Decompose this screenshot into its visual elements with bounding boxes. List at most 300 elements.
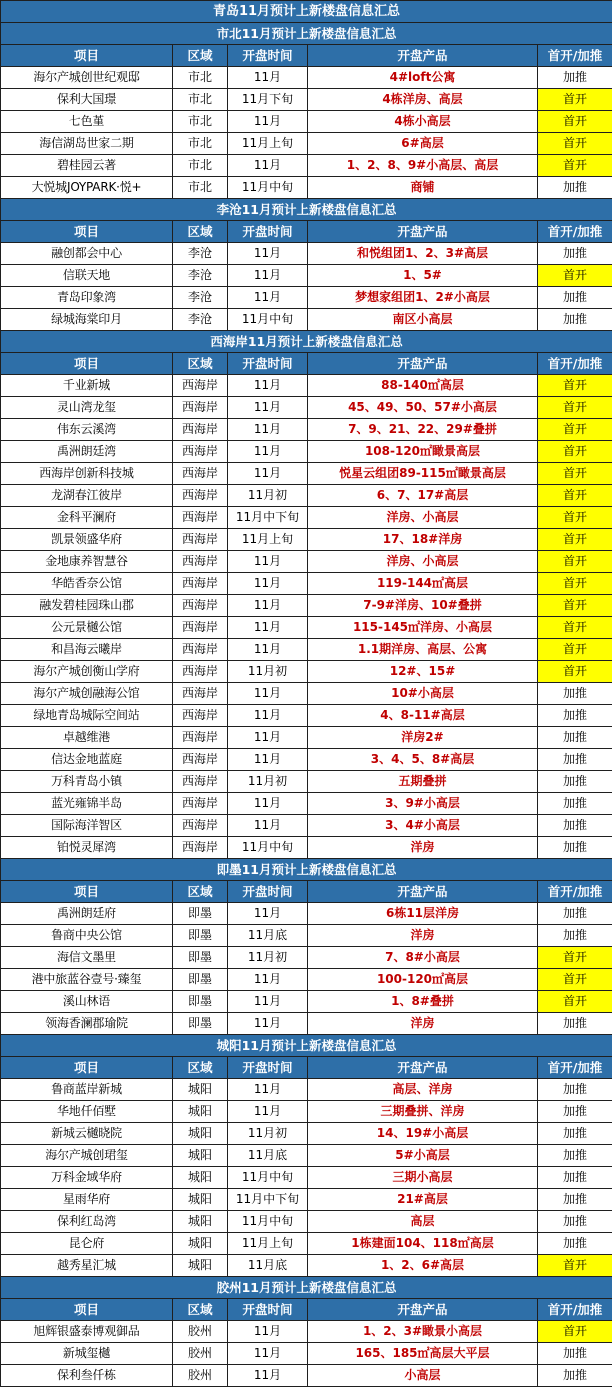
project-name-cell: 七色堇 [1, 111, 173, 133]
status-cell: 首开 [538, 661, 612, 683]
column-header-district: 区域 [173, 881, 228, 903]
status-cell: 加推 [538, 925, 612, 947]
table-row [1, 969, 612, 991]
table-row [1, 89, 612, 111]
page-title: 青岛11月预计上新楼盘信息汇总 [1, 1, 612, 23]
opening-time-cell: 11月 [228, 111, 308, 133]
district-cell: 西海岸 [173, 573, 228, 595]
status-cell: 首开 [538, 529, 612, 551]
table-row [1, 793, 612, 815]
opening-time-cell: 11月底 [228, 925, 308, 947]
product-cell: 1、5# [308, 265, 538, 287]
status-cell: 首开 [538, 947, 612, 969]
status-cell: 加推 [538, 683, 612, 705]
status-cell: 加推 [538, 1365, 612, 1387]
table-row [1, 661, 612, 683]
project-name-cell: 蓝光雍锦半岛 [1, 793, 173, 815]
opening-time-cell: 11月初 [228, 947, 308, 969]
product-cell: 7、8#小高层 [308, 947, 538, 969]
district-cell: 李沧 [173, 265, 228, 287]
opening-time-cell: 11月 [228, 67, 308, 89]
project-name-cell: 鲁商蓝岸新城 [1, 1079, 173, 1101]
project-name-cell: 昆仑府 [1, 1233, 173, 1255]
project-name-cell: 溪山林语 [1, 991, 173, 1013]
column-header-status: 首开/加推 [538, 1299, 612, 1321]
column-header-project: 项目 [1, 1299, 173, 1321]
district-cell: 胶州 [173, 1321, 228, 1343]
status-cell: 首开 [538, 969, 612, 991]
project-name-cell: 海信湖岛世家二期 [1, 133, 173, 155]
status-cell: 加推 [538, 771, 612, 793]
table-row [1, 243, 612, 265]
opening-time-cell: 11月 [228, 1343, 308, 1365]
district-cell: 西海岸 [173, 529, 228, 551]
project-name-cell: 保利叁仟栋 [1, 1365, 173, 1387]
product-cell: 3、9#小高层 [308, 793, 538, 815]
opening-time-cell: 11月 [228, 1321, 308, 1343]
district-cell: 李沧 [173, 243, 228, 265]
opening-time-cell: 11月 [228, 617, 308, 639]
project-name-cell: 碧桂园云著 [1, 155, 173, 177]
table-row [1, 1321, 612, 1343]
product-cell: 洋房2# [308, 727, 538, 749]
table-row [1, 463, 612, 485]
district-cell: 胶州 [173, 1343, 228, 1365]
district-cell: 城阳 [173, 1167, 228, 1189]
table-row [1, 177, 612, 199]
product-cell: 21#高层 [308, 1189, 538, 1211]
product-cell: 6、7、17#高层 [308, 485, 538, 507]
product-cell: 4#loft公寓 [308, 67, 538, 89]
district-cell: 市北 [173, 89, 228, 111]
district-cell: 西海岸 [173, 617, 228, 639]
opening-time-cell: 11月 [228, 441, 308, 463]
status-cell: 首开 [538, 419, 612, 441]
status-cell: 加推 [538, 243, 612, 265]
table-row [1, 155, 612, 177]
product-cell: 小高层 [308, 1365, 538, 1387]
column-header-product: 开盘产品 [308, 881, 538, 903]
section-title-row [1, 331, 612, 353]
section-title-row [1, 859, 612, 881]
district-cell: 城阳 [173, 1255, 228, 1277]
opening-time-cell: 11月 [228, 397, 308, 419]
project-name-cell: 新城玺樾 [1, 1343, 173, 1365]
project-name-cell: 凯景领盛华府 [1, 529, 173, 551]
opening-time-cell: 11月 [228, 419, 308, 441]
status-cell: 首开 [538, 1255, 612, 1277]
status-cell: 首开 [538, 375, 612, 397]
project-name-cell: 禹洲朗廷湾 [1, 441, 173, 463]
column-header-district: 区域 [173, 1299, 228, 1321]
product-cell: 洋房 [308, 1013, 538, 1035]
table-row [1, 111, 612, 133]
table-row [1, 749, 612, 771]
status-cell: 加推 [538, 67, 612, 89]
status-cell: 加推 [538, 1079, 612, 1101]
product-cell: 14、19#小高层 [308, 1123, 538, 1145]
product-cell: 4、8-11#高层 [308, 705, 538, 727]
opening-time-cell: 11月 [228, 705, 308, 727]
project-name-cell: 千业新城 [1, 375, 173, 397]
opening-time-cell: 11月 [228, 749, 308, 771]
table-row [1, 485, 612, 507]
product-cell: 165、185㎡高层大平层 [308, 1343, 538, 1365]
product-cell: 1、2、6#高层 [308, 1255, 538, 1277]
product-cell: 洋房 [308, 837, 538, 859]
project-name-cell: 新城云樾晓院 [1, 1123, 173, 1145]
status-cell: 加推 [538, 705, 612, 727]
status-cell: 首开 [538, 485, 612, 507]
table-row [1, 1211, 612, 1233]
product-cell: 108-120㎡瞰景高层 [308, 441, 538, 463]
column-header-row [1, 353, 612, 375]
product-cell: 商铺 [308, 177, 538, 199]
opening-time-cell: 11月 [228, 1365, 308, 1387]
district-cell: 即墨 [173, 925, 228, 947]
status-cell: 加推 [538, 1211, 612, 1233]
column-header-district: 区域 [173, 1057, 228, 1079]
project-name-cell: 伟东云溪湾 [1, 419, 173, 441]
product-cell: 梦想家组团1、2#小高层 [308, 287, 538, 309]
project-name-cell: 和昌海云曦岸 [1, 639, 173, 661]
status-cell: 首开 [538, 397, 612, 419]
opening-time-cell: 11月 [228, 991, 308, 1013]
table-body [1, 1, 612, 1387]
product-cell: 高层 [308, 1211, 538, 1233]
product-cell: 和悦组团1、2、3#高层 [308, 243, 538, 265]
table-row [1, 925, 612, 947]
district-cell: 西海岸 [173, 639, 228, 661]
project-name-cell: 公元景樾公馆 [1, 617, 173, 639]
product-cell: 洋房、小高层 [308, 507, 538, 529]
column-header-row [1, 1057, 612, 1079]
section-title: 即墨11月预计上新楼盘信息汇总 [1, 859, 612, 881]
product-cell: 6#高层 [308, 133, 538, 155]
table-row [1, 551, 612, 573]
district-cell: 城阳 [173, 1079, 228, 1101]
status-cell: 首开 [538, 441, 612, 463]
status-cell: 首开 [538, 89, 612, 111]
status-cell: 首开 [538, 573, 612, 595]
status-cell: 首开 [538, 617, 612, 639]
project-name-cell: 铂悦灵犀湾 [1, 837, 173, 859]
column-header-status: 首开/加推 [538, 881, 612, 903]
product-cell: 高层、洋房 [308, 1079, 538, 1101]
status-cell: 加推 [538, 1189, 612, 1211]
product-cell: 3、4#小高层 [308, 815, 538, 837]
opening-time-cell: 11月下旬 [228, 89, 308, 111]
project-name-cell: 领海香澜郡瑜院 [1, 1013, 173, 1035]
product-cell: 三期叠拼、洋房 [308, 1101, 538, 1123]
column-header-product: 开盘产品 [308, 45, 538, 67]
project-name-cell: 卓越维港 [1, 727, 173, 749]
table-row [1, 133, 612, 155]
district-cell: 西海岸 [173, 771, 228, 793]
project-name-cell: 大悦城JOYPARK·悦+ [1, 177, 173, 199]
table-row [1, 683, 612, 705]
product-cell: 1、8#叠拼 [308, 991, 538, 1013]
product-cell: 115-145㎡洋房、小高层 [308, 617, 538, 639]
district-cell: 西海岸 [173, 749, 228, 771]
column-header-product: 开盘产品 [308, 353, 538, 375]
status-cell: 首开 [538, 133, 612, 155]
table-row [1, 265, 612, 287]
district-cell: 西海岸 [173, 595, 228, 617]
opening-time-cell: 11月初 [228, 771, 308, 793]
status-cell: 加推 [538, 177, 612, 199]
product-cell: 10#小高层 [308, 683, 538, 705]
table-row [1, 903, 612, 925]
project-name-cell: 万科金域华府 [1, 1167, 173, 1189]
district-cell: 西海岸 [173, 375, 228, 397]
table-row [1, 705, 612, 727]
column-header-row [1, 221, 612, 243]
status-cell: 首开 [538, 155, 612, 177]
opening-time-cell: 11月 [228, 265, 308, 287]
column-header-product: 开盘产品 [308, 1299, 538, 1321]
table-row [1, 639, 612, 661]
status-cell: 加推 [538, 1123, 612, 1145]
project-name-cell: 保利红岛湾 [1, 1211, 173, 1233]
project-name-cell: 海信文墨里 [1, 947, 173, 969]
status-cell: 加推 [538, 1343, 612, 1365]
project-name-cell: 海尔产城创融海公馆 [1, 683, 173, 705]
column-header-time: 开盘时间 [228, 221, 308, 243]
district-cell: 城阳 [173, 1145, 228, 1167]
district-cell: 西海岸 [173, 705, 228, 727]
project-name-cell: 华皓香奈公馆 [1, 573, 173, 595]
product-cell: 五期叠拼 [308, 771, 538, 793]
opening-time-cell: 11月 [228, 1013, 308, 1035]
district-cell: 李沧 [173, 287, 228, 309]
product-cell: 88-140㎡高层 [308, 375, 538, 397]
opening-time-cell: 11月 [228, 903, 308, 925]
table-row [1, 1365, 612, 1387]
table-row [1, 419, 612, 441]
district-cell: 市北 [173, 133, 228, 155]
project-name-cell: 金地康养智慧谷 [1, 551, 173, 573]
column-header-district: 区域 [173, 221, 228, 243]
opening-time-cell: 11月中下旬 [228, 1189, 308, 1211]
district-cell: 城阳 [173, 1123, 228, 1145]
table-row [1, 1013, 612, 1035]
status-cell: 加推 [538, 1013, 612, 1035]
opening-time-cell: 11月 [228, 551, 308, 573]
status-cell: 加推 [538, 309, 612, 331]
opening-time-cell: 11月 [228, 595, 308, 617]
status-cell: 加推 [538, 749, 612, 771]
opening-time-cell: 11月 [228, 1101, 308, 1123]
table-row [1, 1255, 612, 1277]
status-cell: 加推 [538, 1145, 612, 1167]
opening-time-cell: 11月 [228, 375, 308, 397]
district-cell: 即墨 [173, 1013, 228, 1035]
column-header-row [1, 1299, 612, 1321]
table-row [1, 837, 612, 859]
table-row [1, 1233, 612, 1255]
status-cell: 加推 [538, 815, 612, 837]
product-cell: 12#、15# [308, 661, 538, 683]
section-title-row [1, 199, 612, 221]
product-cell: 45、49、50、57#小高层 [308, 397, 538, 419]
table-row [1, 727, 612, 749]
table-row [1, 1343, 612, 1365]
column-header-time: 开盘时间 [228, 1057, 308, 1079]
opening-time-cell: 11月 [228, 463, 308, 485]
project-name-cell: 禹洲朗廷府 [1, 903, 173, 925]
opening-time-cell: 11月中旬 [228, 309, 308, 331]
opening-time-cell: 11月 [228, 969, 308, 991]
product-cell: 1、2、3#瞰景小高层 [308, 1321, 538, 1343]
section-title-row [1, 1277, 612, 1299]
project-name-cell: 海尔产城创衡山学府 [1, 661, 173, 683]
status-cell: 加推 [538, 903, 612, 925]
opening-time-cell: 11月中旬 [228, 1211, 308, 1233]
section-title-row [1, 23, 612, 45]
project-name-cell: 青岛印象湾 [1, 287, 173, 309]
section-title: 李沧11月预计上新楼盘信息汇总 [1, 199, 612, 221]
table-row [1, 617, 612, 639]
column-header-status: 首开/加推 [538, 353, 612, 375]
district-cell: 城阳 [173, 1233, 228, 1255]
district-cell: 市北 [173, 155, 228, 177]
project-name-cell: 国际海洋智区 [1, 815, 173, 837]
column-header-status: 首开/加推 [538, 221, 612, 243]
district-cell: 胶州 [173, 1365, 228, 1387]
opening-time-cell: 11月中旬 [228, 837, 308, 859]
project-name-cell: 龙湖春江彼岸 [1, 485, 173, 507]
project-name-cell: 金科平澜府 [1, 507, 173, 529]
project-name-cell: 保利大国璟 [1, 89, 173, 111]
opening-time-cell: 11月中旬 [228, 1167, 308, 1189]
project-name-cell: 海尔产城创珺玺 [1, 1145, 173, 1167]
column-header-time: 开盘时间 [228, 881, 308, 903]
opening-time-cell: 11月上旬 [228, 529, 308, 551]
district-cell: 西海岸 [173, 551, 228, 573]
product-cell: 3、4、5、8#高层 [308, 749, 538, 771]
column-header-status: 首开/加推 [538, 1057, 612, 1079]
column-header-status: 首开/加推 [538, 45, 612, 67]
product-cell: 1.1期洋房、高层、公寓 [308, 639, 538, 661]
product-cell: 1栋建面104、118㎡高层 [308, 1233, 538, 1255]
opening-time-cell: 11月初 [228, 485, 308, 507]
district-cell: 西海岸 [173, 507, 228, 529]
status-cell: 首开 [538, 265, 612, 287]
project-name-cell: 绿地青岛城际空间站 [1, 705, 173, 727]
table-row [1, 1101, 612, 1123]
opening-time-cell: 11月初 [228, 1123, 308, 1145]
status-cell: 首开 [538, 111, 612, 133]
table-row [1, 1145, 612, 1167]
table-row [1, 771, 612, 793]
opening-time-cell: 11月 [228, 573, 308, 595]
opening-time-cell: 11月 [228, 287, 308, 309]
opening-time-cell: 11月 [228, 793, 308, 815]
product-cell: 6栋11层洋房 [308, 903, 538, 925]
project-name-cell: 灵山湾龙玺 [1, 397, 173, 419]
district-cell: 西海岸 [173, 419, 228, 441]
table-row [1, 1189, 612, 1211]
table-row [1, 1167, 612, 1189]
district-cell: 西海岸 [173, 683, 228, 705]
project-name-cell: 海尔产城创世纪观邸 [1, 67, 173, 89]
project-name-cell: 万科青岛小镇 [1, 771, 173, 793]
section-title: 胶州11月预计上新楼盘信息汇总 [1, 1277, 612, 1299]
column-header-time: 开盘时间 [228, 1299, 308, 1321]
district-cell: 西海岸 [173, 441, 228, 463]
opening-time-cell: 11月上旬 [228, 1233, 308, 1255]
opening-time-cell: 11月 [228, 639, 308, 661]
product-cell: 119-144㎡高层 [308, 573, 538, 595]
table-row [1, 573, 612, 595]
opening-time-cell: 11月 [228, 1079, 308, 1101]
table-row [1, 947, 612, 969]
project-name-cell: 信达金地蓝庭 [1, 749, 173, 771]
opening-time-cell: 11月 [228, 243, 308, 265]
table-row [1, 1123, 612, 1145]
column-header-district: 区域 [173, 353, 228, 375]
product-cell: 4栋小高层 [308, 111, 538, 133]
project-name-cell: 信联天地 [1, 265, 173, 287]
column-header-project: 项目 [1, 1057, 173, 1079]
table-row [1, 397, 612, 419]
project-name-cell: 鲁商中央公馆 [1, 925, 173, 947]
status-cell: 加推 [538, 727, 612, 749]
opening-time-cell: 11月 [228, 155, 308, 177]
column-header-product: 开盘产品 [308, 221, 538, 243]
status-cell: 首开 [538, 991, 612, 1013]
district-cell: 西海岸 [173, 837, 228, 859]
project-name-cell: 融创都会中心 [1, 243, 173, 265]
district-cell: 市北 [173, 67, 228, 89]
product-cell: 7、9、21、22、29#叠拼 [308, 419, 538, 441]
status-cell: 加推 [538, 793, 612, 815]
district-cell: 西海岸 [173, 397, 228, 419]
column-header-project: 项目 [1, 221, 173, 243]
table-row [1, 529, 612, 551]
district-cell: 西海岸 [173, 485, 228, 507]
status-cell: 首开 [538, 595, 612, 617]
status-cell: 加推 [538, 837, 612, 859]
table-row [1, 375, 612, 397]
product-cell: 7-9#洋房、10#叠拼 [308, 595, 538, 617]
district-cell: 西海岸 [173, 793, 228, 815]
column-header-product: 开盘产品 [308, 1057, 538, 1079]
section-title: 西海岸11月预计上新楼盘信息汇总 [1, 331, 612, 353]
table-row [1, 1079, 612, 1101]
table-row [1, 507, 612, 529]
product-cell: 洋房、小高层 [308, 551, 538, 573]
column-header-row [1, 45, 612, 67]
project-name-cell: 旭辉银盛泰博观御品 [1, 1321, 173, 1343]
product-cell: 三期小高层 [308, 1167, 538, 1189]
product-cell: 17、18#洋房 [308, 529, 538, 551]
opening-time-cell: 11月中下旬 [228, 507, 308, 529]
project-name-cell: 融发碧桂园珠山郡 [1, 595, 173, 617]
status-cell: 首开 [538, 551, 612, 573]
title-row [1, 1, 612, 23]
district-cell: 西海岸 [173, 815, 228, 837]
project-name-cell: 港中旅蓝谷壹号·臻玺 [1, 969, 173, 991]
section-title: 市北11月预计上新楼盘信息汇总 [1, 23, 612, 45]
column-header-row [1, 881, 612, 903]
status-cell: 加推 [538, 1167, 612, 1189]
project-name-cell: 华地仟佰墅 [1, 1101, 173, 1123]
district-cell: 西海岸 [173, 727, 228, 749]
table-row [1, 287, 612, 309]
district-cell: 即墨 [173, 991, 228, 1013]
